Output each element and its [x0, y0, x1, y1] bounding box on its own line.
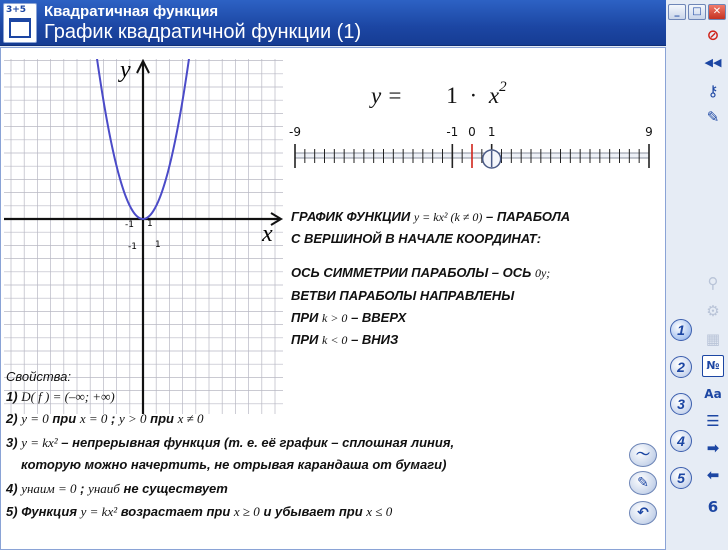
y-axis-label: y: [120, 59, 131, 83]
slider-label: 0: [468, 125, 476, 139]
property-formula: y = 0: [21, 411, 49, 426]
property-number: 3): [6, 435, 18, 450]
next-arrow-icon[interactable]: ➡: [706, 439, 720, 457]
slider-label: 9: [645, 125, 653, 139]
description-text: ПРИ: [291, 332, 319, 347]
tick-label-neg-y: -1: [128, 242, 137, 252]
table-icon: ▦: [705, 330, 721, 348]
graph-axes: [4, 61, 281, 414]
app-title: Квадратичная функция: [44, 3, 219, 20]
property-formula: x = 0: [79, 411, 108, 426]
description-line-5: [291, 310, 406, 326]
minimize-button[interactable]: _: [668, 4, 686, 20]
property-formula: y = kx²: [21, 435, 58, 450]
eraser-button[interactable]: ✎: [629, 471, 657, 495]
description-formula: k > 0: [322, 311, 348, 325]
property-2: [6, 411, 203, 427]
description-line-3: [291, 265, 550, 281]
description-text: ОСЬ СИММЕТРИИ ПАРАБОЛЫ – ОСЬ: [291, 265, 532, 280]
property-formula: y > 0: [118, 411, 147, 426]
rewind-icon[interactable]: ◀◀: [704, 56, 722, 69]
close-button[interactable]: ✕: [708, 4, 726, 20]
property-number: 1): [6, 389, 18, 404]
slider-label: -9: [289, 125, 301, 139]
property-formula: yнаиб: [88, 481, 120, 496]
step-button-5[interactable]: 5: [670, 467, 692, 489]
tick-label-pos-x: 1: [155, 240, 161, 250]
properties-heading-text: Свойства:: [6, 369, 72, 384]
property-3: [6, 435, 454, 451]
property-text: ;: [110, 411, 116, 426]
property-3-continued: которую можно начертить, не отрывая карандаша от бумаги): [21, 457, 447, 472]
description-text: – ВНИЗ: [351, 332, 399, 347]
description-line-1: [291, 209, 570, 225]
coefficient-slider[interactable]: [289, 122, 661, 172]
numbering-icon[interactable]: №: [702, 355, 724, 377]
property-text: – непрерывная функция (т. е. её график – сплошная линия,: [61, 435, 455, 450]
tick-label-pos-y: 1: [147, 219, 153, 229]
formula-variable: x: [488, 83, 500, 108]
description-formula: 0y;: [534, 266, 551, 280]
formula-exponent: 2: [499, 79, 507, 95]
property-text: при: [150, 411, 174, 426]
property-text: ;: [80, 481, 85, 496]
content-panel: [0, 47, 666, 550]
function-graph: [4, 59, 283, 414]
property-number: 4): [6, 481, 18, 496]
description-line-2: С ВЕРШИНОЙ В НАЧАЛЕ КООРДИНАТ:: [291, 231, 542, 246]
book-icon: [9, 18, 31, 38]
show-graph-button[interactable]: 〜: [629, 443, 657, 467]
page-number: 6: [707, 498, 719, 516]
formula-coefficient: 1: [446, 83, 458, 108]
right-toolbar: [668, 24, 728, 550]
step-button-3[interactable]: 3: [670, 393, 692, 415]
list-icon[interactable]: ☰: [706, 412, 720, 430]
property-text: возрастает при: [120, 504, 231, 519]
slider-label: 1: [487, 125, 496, 139]
description-line-6: [291, 332, 398, 348]
slider-label: -1: [446, 125, 459, 139]
x-axis-label: x: [262, 221, 273, 247]
app-icon-number: 3+5: [6, 5, 27, 15]
title-bar: [0, 0, 666, 46]
step-button-4[interactable]: 4: [670, 430, 692, 452]
font-size-icon[interactable]: Aa: [704, 387, 722, 401]
search-icon: ⚲: [707, 274, 719, 292]
property-number: 5): [6, 504, 18, 519]
undo-button[interactable]: ↶: [629, 501, 657, 525]
pencil-icon[interactable]: ✎: [706, 108, 720, 126]
description-line-4: ВЕТВИ ПАРАБОЛЫ НАПРАВЛЕНЫ: [291, 288, 515, 303]
properties-heading: [6, 369, 71, 384]
formula-operator: ·: [469, 83, 478, 108]
property-text: при: [52, 411, 77, 426]
page-title: График квадратичной функции (1): [44, 21, 362, 43]
function-formula: [371, 79, 507, 109]
key-icon[interactable]: ⚷: [707, 82, 719, 100]
exit-icon[interactable]: ⊘: [706, 26, 720, 44]
window-controls: [668, 4, 726, 20]
slider-labels: [289, 125, 653, 139]
property-text: и убывает при: [263, 504, 363, 519]
property-formula: D( f ) = (–∞; +∞): [21, 389, 115, 404]
slider-handle[interactable]: [483, 150, 501, 168]
property-text: не существует: [123, 481, 228, 496]
description-text: ГРАФИК ФУНКЦИИ: [291, 209, 411, 224]
tick-label-neg-x: -1: [125, 220, 134, 230]
property-5: [6, 504, 392, 520]
description-text: ПРИ: [291, 310, 319, 325]
description-formula: y = kx² (k ≠ 0): [413, 210, 483, 224]
property-4: [6, 481, 228, 497]
property-formula: yнаим = 0: [21, 481, 77, 496]
description-text: – ПАРАБОЛА: [486, 209, 571, 224]
description-text: – ВВЕРХ: [351, 310, 407, 325]
maximize-button[interactable]: □: [688, 4, 706, 20]
property-1: [6, 389, 115, 405]
description-formula: k < 0: [322, 333, 348, 347]
formula-lhs: y =: [371, 83, 403, 108]
property-formula: x ≠ 0: [177, 411, 204, 426]
step-button-1[interactable]: 1: [670, 319, 692, 341]
slider-track: [295, 144, 649, 168]
app-logo-icon: [3, 3, 37, 43]
back-arrow-icon[interactable]: ⬅: [706, 466, 720, 484]
property-formula: y = kx²: [80, 504, 118, 519]
property-number: 2): [6, 411, 18, 426]
property-formula: x ≤ 0: [366, 504, 393, 519]
property-formula: x ≥ 0: [233, 504, 260, 519]
property-text: Функция: [21, 504, 78, 519]
step-button-2[interactable]: 2: [670, 356, 692, 378]
settings-icon: ⚙: [706, 302, 720, 320]
